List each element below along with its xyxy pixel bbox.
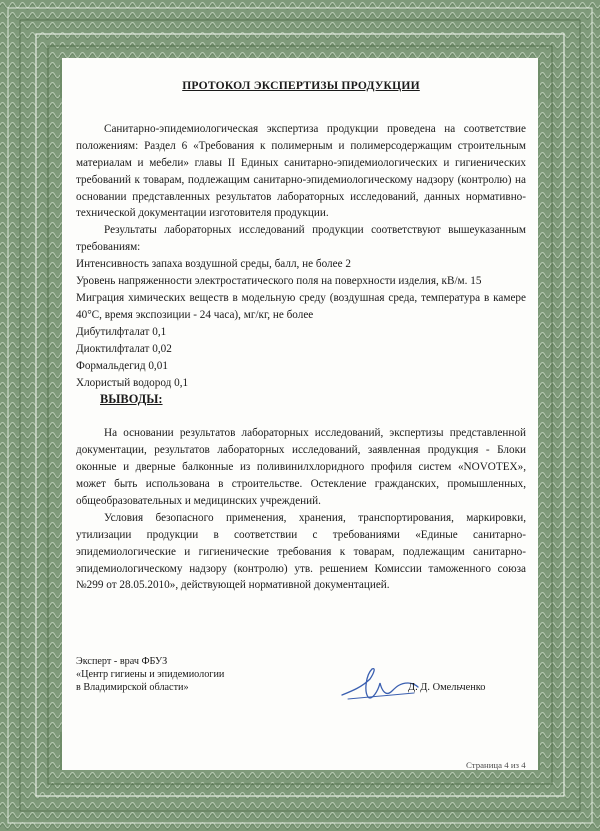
document-body [76,76,526,594]
requirement-dibutyl: Дибутилфталат 0,1 [76,325,167,338]
conclusion-paragraph-1: На основании результатов лабораторных исследований, экспертизы представленной документации, результатов лабораторных исследований, заявленная продукция - Блоки оконные и дверные балконные из поливинилхлоридного профиля систем «NOVOTEX», может быть использована в строительстве. Остекление гражданских, промышленных, общеобразовательных и медицинских учреждений. [76,427,526,507]
expert-title: Эксперт - врач ФБУЗ [76,656,168,667]
requirement-migration: Миграция химических веществ в модельную среду (воздушная среда, температура в камере 40°С, время экспозиции - 24 часа), мг/кг, не более [76,291,526,321]
signature-block [76,655,526,694]
requirement-odor: Интенсивность запаха воздушной среды, балл, не более 2 [76,258,351,271]
requirement-dioctyl: Диоктилфталат 0,02 [76,342,172,355]
expert-organization: «Центр гигиены и эпидемиологии [76,669,225,680]
requirement-electrostatic: Уровень напряженности электростатического поля на поверхности изделия, кВ/м. 15 [76,275,482,288]
conclusion-paragraph-2: Условия безопасного применения, хранения, транспортирования, маркировки, утилизации продукции в соответствии с требованиями «Единые санитарно-эпидемиологические и гигиенические требования к товарам, подлежащим санитарно-эпидемиологическому надзору (контролю) утв. решением Комиссии таможенного союза №299 от 28.05.2010», действующей нормативной документацией. [76,511,526,592]
conclusions-heading: ВЫВОДЫ: [100,392,163,407]
intro-paragraph: Санитарно-эпидемиологическая экспертиза продукции проведена на соответствие положениям: Раздел 6 «Требования к полимерным и полимерсодержащим строительным материалам и мебели» главы II Единых санитарно-эпидемиологических и гигиенических требований к товарам, подлежащим санитарно-эпидемиологическому надзору (контролю) на основании представленных результатов лабораторных исследований, данных нормативно-технической документации изготовителя продукции. [76,122,526,220]
expert-region: в Владимирской области» [76,682,189,693]
document-title: ПРОТОКОЛ ЭКСПЕРТИЗЫ ПРОДУКЦИИ [182,79,420,92]
page-number: Страница 4 из 4 [466,760,526,770]
results-intro: Результаты лабораторных исследований продукции соответствуют вышеуказанным требованиям: [76,224,526,254]
requirement-formaldehyde: Формальдегид 0,01 [76,359,168,372]
requirement-hydrogen-chloride: Хлористый водород 0,1 [76,376,189,389]
expert-name: Д. Д. Омельченко [408,682,486,693]
